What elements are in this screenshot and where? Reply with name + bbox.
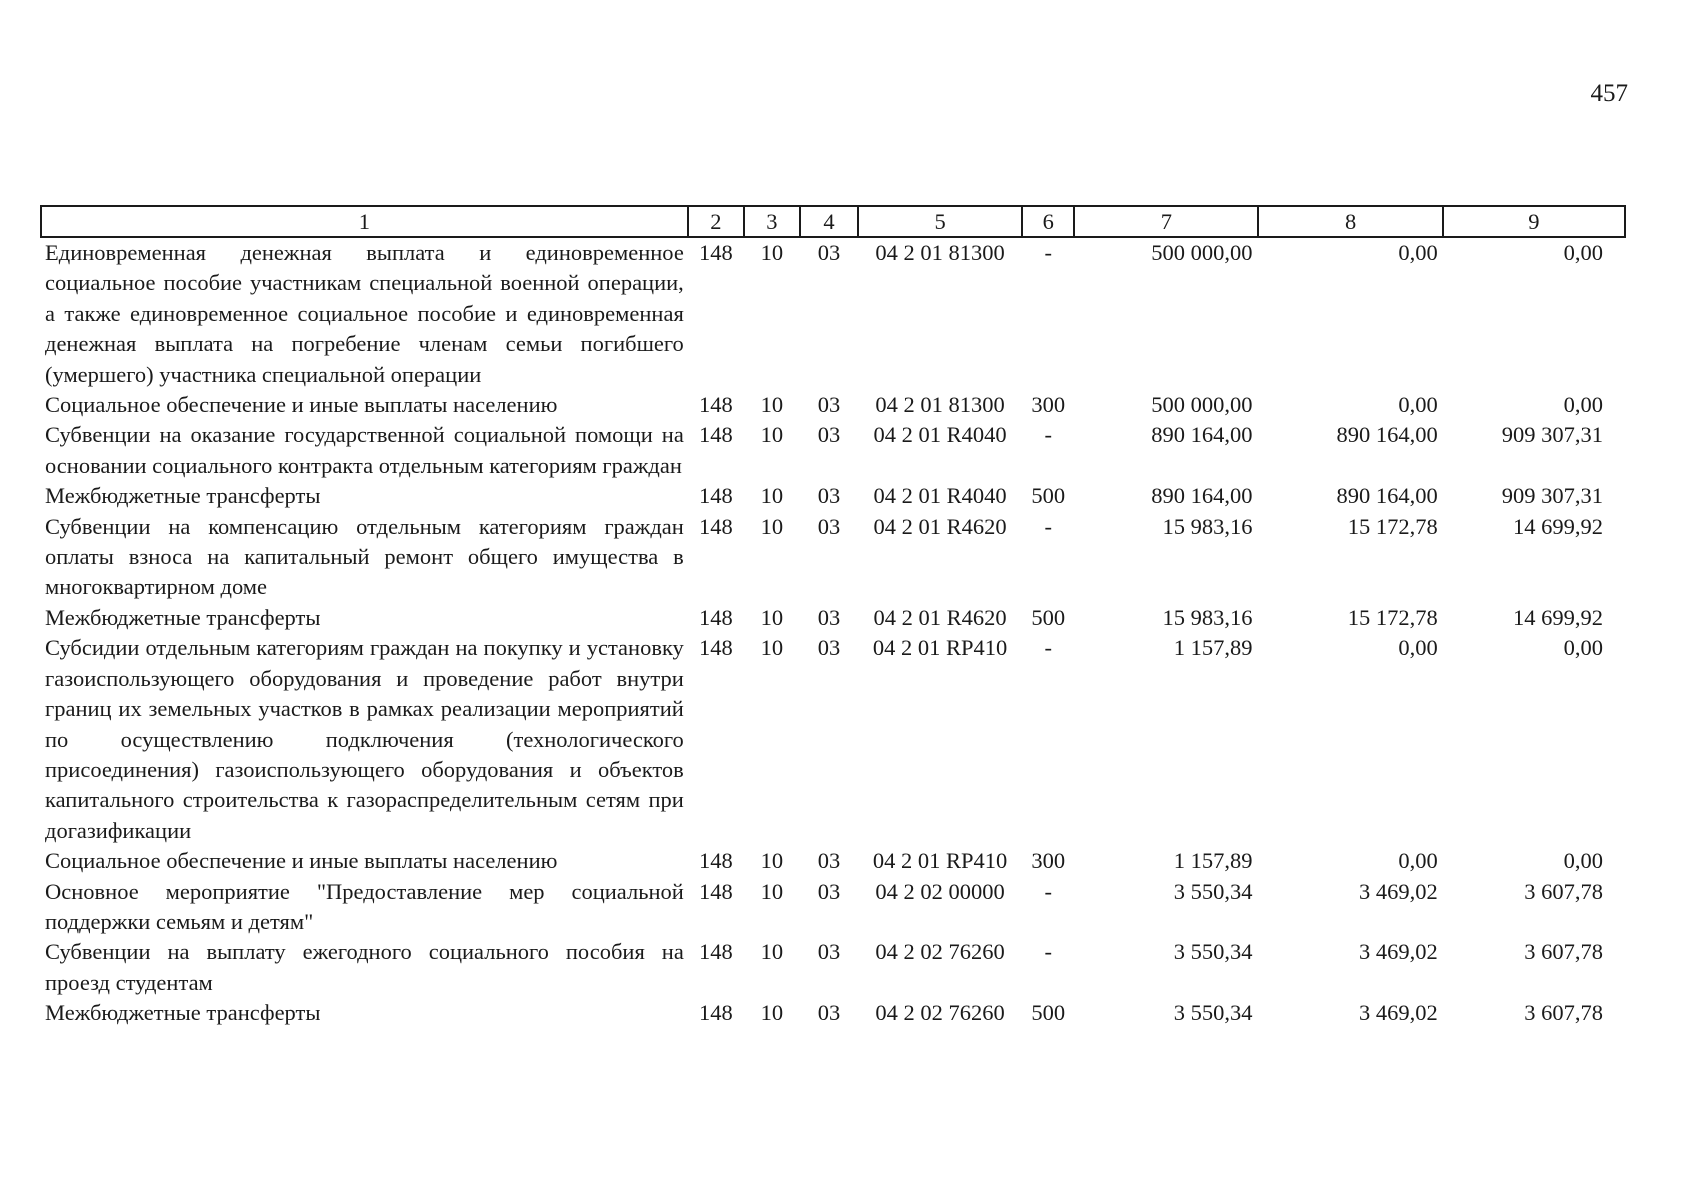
row-col3-cell: 10 bbox=[760, 422, 784, 448]
row-col3-cell: 10 bbox=[760, 392, 784, 418]
row-amount-col8: 0,00 bbox=[1398, 240, 1438, 265]
row-amount-col7: 500 000,00 bbox=[1151, 240, 1253, 265]
row-amount-col8: 890 164,00 bbox=[1336, 483, 1438, 509]
row-col2-cell: 148 bbox=[698, 848, 733, 874]
row-col2-cell: 148 bbox=[698, 635, 733, 661]
row-amount-col8: 0,00 bbox=[1398, 848, 1438, 874]
column-header-2: 2 bbox=[688, 206, 744, 237]
row-type-cell: - bbox=[1044, 422, 1052, 448]
row-name-cell: Основное мероприятие "Предоставление мер социальной поддержки семьям и детям" bbox=[45, 878, 684, 934]
row-amount-col8: 890 164,00 bbox=[1336, 422, 1438, 448]
row-name-cell: Межбюджетные трансферты bbox=[45, 483, 321, 509]
row-col2-cell: 148 bbox=[698, 878, 733, 904]
row-col4-cell: 03 bbox=[817, 392, 841, 418]
row-col3-cell: 10 bbox=[760, 240, 784, 265]
row-type-cell: - bbox=[1044, 878, 1052, 904]
row-type-cell: - bbox=[1044, 939, 1052, 965]
column-header-9: 9 bbox=[1443, 206, 1625, 237]
row-col4-cell: 03 bbox=[817, 483, 841, 509]
row-name-cell: Межбюджетные трансферты bbox=[45, 604, 321, 630]
column-header-4: 4 bbox=[800, 206, 858, 237]
row-amount-col7: 3 550,34 bbox=[1173, 878, 1253, 904]
row-col3-cell: 10 bbox=[760, 513, 784, 539]
row-amount-col9: 14 699,92 bbox=[1513, 513, 1603, 539]
row-amount-col8: 3 469,02 bbox=[1358, 939, 1438, 965]
row-code-cell: 04 2 02 00000 bbox=[875, 878, 1005, 904]
row-amount-col8: 3 469,02 bbox=[1358, 878, 1438, 904]
page-number: 457 bbox=[1590, 80, 1628, 107]
row-code-cell: 04 2 01 RP410 bbox=[872, 635, 1008, 661]
row-amount-col7: 1 157,89 bbox=[1173, 848, 1253, 874]
row-amount-col7: 15 983,16 bbox=[1162, 604, 1253, 630]
row-code-cell: 04 2 01 R4620 bbox=[873, 513, 1007, 539]
row-amount-col7: 1 157,89 bbox=[1173, 635, 1253, 661]
column-header-8: 8 bbox=[1258, 206, 1442, 237]
row-name-cell: Социальное обеспечение и иные выплаты населению bbox=[45, 848, 558, 874]
row-col3-cell: 10 bbox=[760, 483, 784, 509]
header-row bbox=[41, 206, 1625, 237]
table-row bbox=[41, 937, 1625, 998]
row-name-cell: Межбюджетные трансферты bbox=[45, 1000, 321, 1026]
row-col4-cell: 03 bbox=[817, 635, 841, 661]
row-col2-cell: 148 bbox=[698, 513, 733, 539]
row-code-cell: 04 2 01 R4040 bbox=[873, 483, 1007, 509]
row-code-cell: 04 2 01 81300 bbox=[875, 392, 1005, 418]
table-row bbox=[41, 512, 1625, 603]
row-code-cell: 04 2 01 81300 bbox=[875, 240, 1005, 265]
row-name-cell: Субвенции на оказание государственной социальной помощи на основании социального контракта отдельным категориям граждан bbox=[45, 422, 684, 478]
row-amount-col9: 0,00 bbox=[1563, 240, 1603, 265]
table-row bbox=[41, 420, 1625, 481]
row-col3-cell: 10 bbox=[760, 635, 784, 661]
column-header-1: 1 bbox=[41, 206, 688, 237]
table-row bbox=[41, 390, 1625, 420]
row-code-cell: 04 2 01 RP410 bbox=[872, 848, 1008, 874]
row-amount-col8: 15 172,78 bbox=[1347, 513, 1438, 539]
row-col3-cell: 10 bbox=[760, 848, 784, 874]
row-col2-cell: 148 bbox=[698, 1000, 733, 1026]
row-amount-col8: 15 172,78 bbox=[1347, 604, 1438, 630]
row-amount-col9: 3 607,78 bbox=[1524, 1000, 1603, 1026]
row-code-cell: 04 2 02 76260 bbox=[875, 1000, 1005, 1026]
row-type-cell: - bbox=[1044, 240, 1052, 265]
row-type-cell: 500 bbox=[1031, 604, 1066, 630]
row-type-cell: 300 bbox=[1031, 392, 1066, 418]
row-amount-col9: 0,00 bbox=[1563, 392, 1603, 418]
table-row bbox=[41, 481, 1625, 511]
row-type-cell: - bbox=[1044, 635, 1052, 661]
row-col3-cell: 10 bbox=[760, 1000, 784, 1026]
row-amount-col9: 909 307,31 bbox=[1501, 483, 1603, 509]
row-col4-cell: 03 bbox=[817, 1000, 841, 1026]
table-row bbox=[41, 633, 1625, 846]
row-amount-col9: 3 607,78 bbox=[1524, 878, 1603, 904]
row-col2-cell: 148 bbox=[698, 240, 733, 265]
row-type-cell: 500 bbox=[1031, 483, 1066, 509]
table-row bbox=[41, 846, 1625, 876]
table-header bbox=[41, 206, 1625, 237]
row-name-cell: Социальное обеспечение и иные выплаты населению bbox=[45, 392, 558, 418]
row-amount-col9: 0,00 bbox=[1563, 848, 1603, 874]
row-code-cell: 04 2 01 R4620 bbox=[873, 604, 1007, 630]
table-row bbox=[41, 237, 1625, 390]
row-col4-cell: 03 bbox=[817, 604, 841, 630]
row-amount-col7: 890 164,00 bbox=[1151, 483, 1253, 509]
column-header-5: 5 bbox=[858, 206, 1022, 237]
row-col2-cell: 148 bbox=[698, 604, 733, 630]
row-amount-col8: 3 469,02 bbox=[1358, 1000, 1438, 1026]
row-type-cell: 300 bbox=[1031, 848, 1066, 874]
row-amount-col9: 0,00 bbox=[1563, 635, 1603, 661]
row-col2-cell: 148 bbox=[698, 392, 733, 418]
row-amount-col7: 15 983,16 bbox=[1162, 513, 1253, 539]
row-col3-cell: 10 bbox=[760, 604, 784, 630]
row-name-cell: Субсидии отдельным категориям граждан на покупку и установку газоиспользующего оборудования и проведение работ внутри границ их земельных участков в рамках реализации мероприятий по осуществлению подключения (технологического присоединения) газоиспользующего оборудования и объектов капитального строительства к газораспределительным сетям при догазификации bbox=[45, 635, 684, 843]
row-col4-cell: 03 bbox=[817, 878, 841, 904]
row-type-cell: - bbox=[1044, 513, 1052, 539]
row-name-cell: Субвенции на компенсацию отдельным категориям граждан оплаты взноса на капитальный ремонт общего имущества в многоквартирном доме bbox=[45, 513, 684, 600]
row-code-cell: 04 2 02 76260 bbox=[875, 939, 1005, 965]
column-header-7: 7 bbox=[1074, 206, 1258, 237]
budget-table bbox=[40, 205, 1626, 1029]
row-amount-col7: 890 164,00 bbox=[1151, 422, 1253, 448]
table-body bbox=[41, 237, 1625, 1029]
row-col4-cell: 03 bbox=[817, 939, 841, 965]
row-name-cell: Субвенции на выплату ежегодного социального пособия на проезд студентам bbox=[45, 939, 684, 995]
row-col4-cell: 03 bbox=[817, 513, 841, 539]
row-code-cell: 04 2 01 R4040 bbox=[873, 422, 1007, 448]
row-col2-cell: 148 bbox=[698, 483, 733, 509]
row-amount-col8: 0,00 bbox=[1398, 392, 1438, 418]
row-amount-col9: 14 699,92 bbox=[1513, 604, 1603, 630]
row-col4-cell: 03 bbox=[817, 240, 841, 265]
row-type-cell: 500 bbox=[1031, 1000, 1066, 1026]
row-amount-col7: 3 550,34 bbox=[1173, 939, 1253, 965]
row-col4-cell: 03 bbox=[817, 422, 841, 448]
row-name-cell: Единовременная денежная выплата и единовременное социальное пособие участникам специальной военной операции, а также единовременное социальное пособие и единовременная денежная выплата на погребение членам семьи погибшего (умершего) участника специальной операции bbox=[45, 240, 684, 387]
row-amount-col7: 500 000,00 bbox=[1151, 392, 1253, 418]
table-row bbox=[41, 998, 1625, 1028]
row-col2-cell: 148 bbox=[698, 422, 733, 448]
row-col3-cell: 10 bbox=[760, 939, 784, 965]
row-amount-col9: 3 607,78 bbox=[1524, 939, 1603, 965]
column-header-6: 6 bbox=[1022, 206, 1074, 237]
row-amount-col8: 0,00 bbox=[1398, 635, 1438, 661]
row-amount-col7: 3 550,34 bbox=[1173, 1000, 1253, 1026]
row-col2-cell: 148 bbox=[698, 939, 733, 965]
column-header-3: 3 bbox=[744, 206, 800, 237]
row-col3-cell: 10 bbox=[760, 878, 784, 904]
row-col4-cell: 03 bbox=[817, 848, 841, 874]
table-row bbox=[41, 877, 1625, 938]
table-row bbox=[41, 603, 1625, 633]
row-amount-col9: 909 307,31 bbox=[1501, 422, 1603, 448]
